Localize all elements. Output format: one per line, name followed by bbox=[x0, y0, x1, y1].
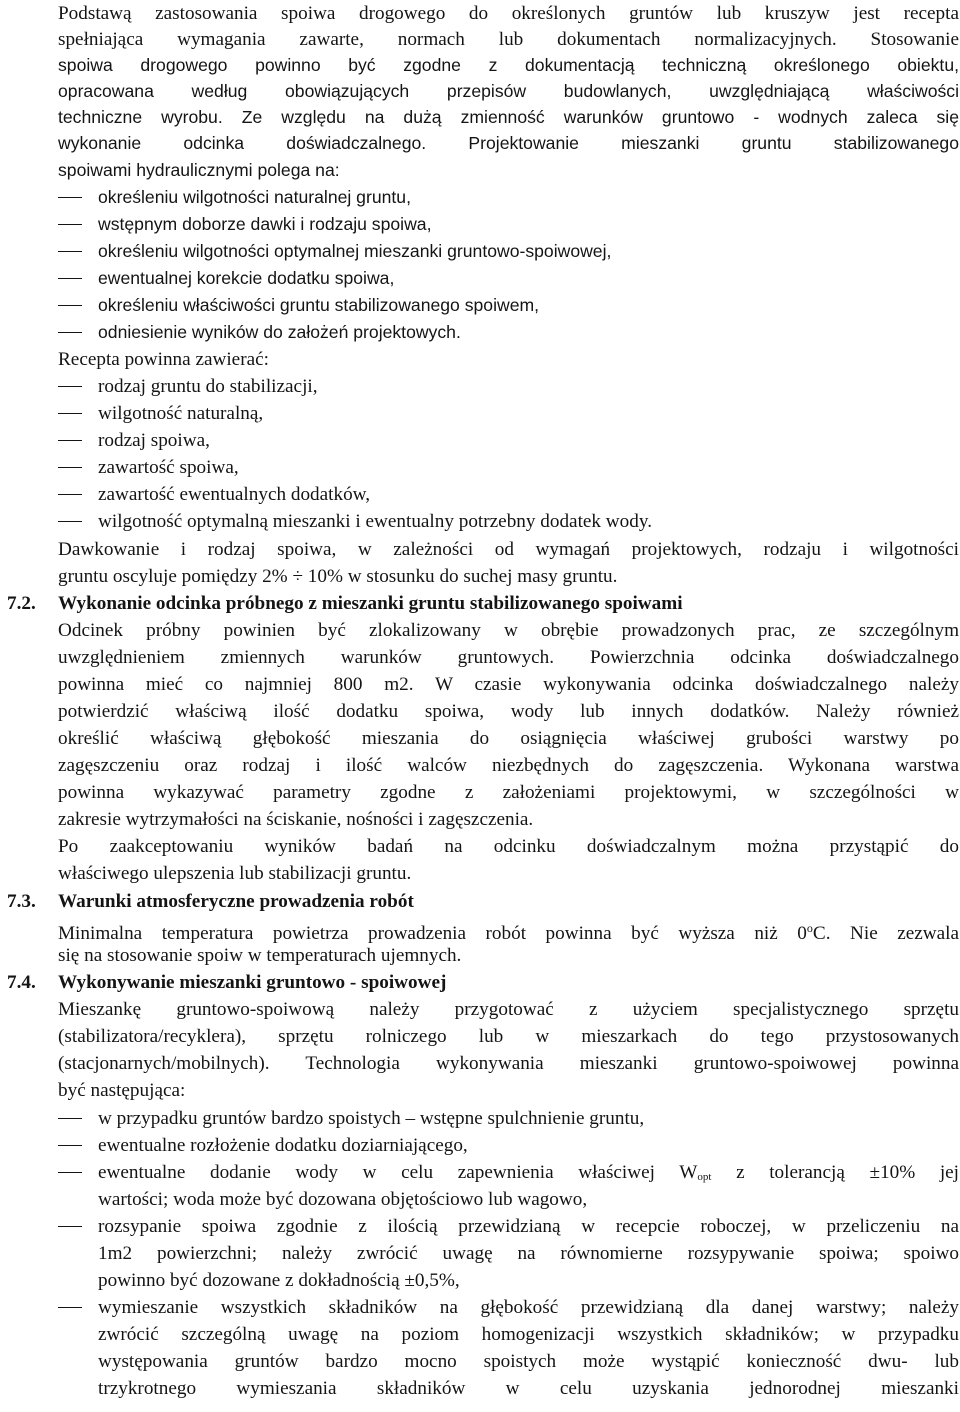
paragraph-line: zagęszczeniu oraz rodzaj i ilość walców niezbędnych do zagęszczenia. Wykonana warstwa bbox=[58, 755, 959, 776]
paragraph-line: techniczne wyrobu. Ze względu na dużą zmienność warunków gruntowo - wodnych zaleca się bbox=[58, 107, 959, 127]
paragraph-line: Odcinek próbny powinien być zlokalizowany w obrębie prowadzonych prac, ze szczególnym bbox=[58, 620, 959, 641]
paragraph-line: być następująca: bbox=[58, 1080, 186, 1101]
paragraph-line: właściwego ulepszenia lub stabilizacji gruntu. bbox=[58, 863, 412, 884]
list-item: ewentualne rozłożenie dodatku doziarniającego, bbox=[98, 1135, 468, 1156]
paragraph-line: uwzględnieniem zmiennych warunków gruntowych. Powierzchnia odcinka doświadczalnego bbox=[58, 647, 959, 668]
section-number: 7.2. bbox=[7, 593, 36, 614]
list-item-continuation: zwrócić szczególną uwagę na poziom homogenizacji wszystkich składników; w przypadku bbox=[98, 1324, 959, 1345]
paragraph-line: opracowana według obowiązujących przepisów budowlanych, uwzględniającą właściwości bbox=[58, 81, 959, 101]
section-heading: Wykonywanie mieszanki gruntowo - spoiwowej bbox=[58, 972, 447, 993]
paragraph-line: spoiwami hydraulicznymi polega na: bbox=[58, 160, 340, 180]
paragraph-line: Mieszankę gruntowo-spoiwową należy przygotować z użyciem specjalistycznego sprzętu bbox=[58, 999, 959, 1020]
list-item-continuation: wartości; woda może być dozowana objętościowo lub wagowo, bbox=[98, 1189, 588, 1210]
list-item: zawartość ewentualnych dodatków, bbox=[98, 484, 371, 505]
dash-bullet bbox=[58, 1105, 82, 1132]
dash-bullet bbox=[58, 481, 82, 508]
text-segment: ewentualne dodanie wody w celu zapewnienia właściwej W bbox=[98, 1162, 698, 1183]
list-item: wymieszanie wszystkich składników na głębokość przewidzianą dla danej warstwy; należy bbox=[98, 1297, 959, 1318]
list-item-continuation: 1m2 powierzchni; należy zwrócić uwagę na równomierne rozsypywanie spoiwa; spoiwo bbox=[98, 1243, 959, 1264]
paragraph-line: (stabilizatora/recyklera), sprzętu rolniczego lub w mieszarkach do tego przystosowanych bbox=[58, 1026, 959, 1047]
list-item-continuation: powinno być dozowane z dokładnością ±0,5%, bbox=[98, 1270, 460, 1291]
paragraph-line bbox=[58, 915, 959, 942]
dash-bullet bbox=[58, 292, 82, 319]
paragraph-line: gruntu oscyluje pomiędzy 2% ÷ 10% w stosunku do suchej masy gruntu. bbox=[58, 566, 618, 587]
paragraph-line: powinna mieć co najmniej 800 m2. W czasie wykonywania odcinka doświadczalnego należy bbox=[58, 674, 959, 695]
list-item: ewentualnej korekcie dodatku spoiwa, bbox=[98, 268, 395, 288]
list-item: odniesienie wyników do założeń projektowych. bbox=[98, 322, 461, 342]
text-segment: z tolerancją ±10% jej bbox=[711, 1162, 960, 1183]
dash-bullet bbox=[58, 1294, 82, 1321]
dash-bullet bbox=[58, 238, 82, 265]
degree-sign: o bbox=[806, 921, 813, 935]
list-item-continuation: występowania gruntów bardzo mocno spoistych może wystąpić konieczność dwu- lub bbox=[98, 1351, 959, 1372]
dash-bullet bbox=[58, 373, 82, 400]
list-item: określeniu właściwości gruntu stabilizowanego spoiwem, bbox=[98, 295, 540, 315]
recepta-intro: Recepta powinna zawierać: bbox=[58, 349, 269, 370]
dash-bullet bbox=[58, 265, 82, 292]
dash-bullet bbox=[58, 508, 82, 535]
paragraph-line: określić właściwą głębokość mieszania do osiągnięcia właściwej grubości warstwy po bbox=[58, 728, 959, 749]
paragraph-line: potwierdzić właściwą ilość dodatku spoiwa, wody lub innych dodatków. Należy również bbox=[58, 701, 959, 722]
paragraph-line: (stacjonarnych/mobilnych). Technologia wykonywania mieszanki gruntowo-spoiwowej powinna bbox=[58, 1053, 959, 1074]
list-item: wilgotność optymalną mieszanki i ewentualny potrzebny dodatek wody. bbox=[98, 511, 652, 532]
list-item: w przypadku gruntów bardzo spoistych – wstępne spulchnienie gruntu, bbox=[98, 1108, 645, 1129]
section-heading: Wykonanie odcinka próbnego z mieszanki gruntu stabilizowanego spoiwami bbox=[58, 593, 683, 614]
list-item: wilgotność naturalną, bbox=[98, 403, 264, 424]
paragraph-line: Po zaakceptowaniu wyników badań na odcinku doświadczalnym można przystąpić do bbox=[58, 836, 959, 857]
paragraph-line: spełniająca wymagania zawarte, normach lub dokumentach normalizacyjnych. Stosowanie bbox=[58, 29, 959, 50]
subscript: opt bbox=[697, 1171, 712, 1183]
section-number: 7.3. bbox=[7, 891, 36, 912]
list-item: określeniu wilgotności naturalnej gruntu, bbox=[98, 187, 411, 207]
list-item: zawartość spoiwa, bbox=[98, 457, 239, 478]
list-item: określeniu wilgotności optymalnej mieszanki gruntowo-spoiwowej, bbox=[98, 241, 612, 261]
paragraph-line: Dawkowanie i rodzaj spoiwa, w zależności od wymagań projektowych, rodzaju i wilgotności bbox=[58, 539, 959, 560]
list-item: wstępnym doborze dawki i rodzaju spoiwa, bbox=[98, 214, 432, 234]
dash-bullet bbox=[58, 319, 82, 346]
paragraph-line: zakresie wytrzymałości na ściskanie, nośności i zagęszczenia. bbox=[58, 809, 534, 830]
list-item bbox=[98, 1159, 959, 1186]
dash-bullet bbox=[58, 427, 82, 454]
paragraph-line: powinna wykazywać parametry zgodne z założeniami projektowymi, w szczególności w bbox=[58, 782, 959, 803]
dash-bullet bbox=[58, 184, 82, 211]
text-segment: Minimalna temperatura powietrza prowadzenia robót powinna być wyższa niż 0 bbox=[58, 923, 807, 944]
dash-bullet bbox=[58, 1159, 82, 1186]
list-item: rodzaj spoiwa, bbox=[98, 430, 210, 451]
list-item: rozsypanie spoiwa zgodnie z ilością przewidzianą w recepcie roboczej, w przeliczeniu na bbox=[98, 1216, 959, 1237]
dash-bullet bbox=[58, 454, 82, 481]
paragraph-line: wykonanie odcinka doświadczalnego. Projektowanie mieszanki gruntu stabilizowanego bbox=[58, 133, 959, 153]
dash-bullet bbox=[58, 400, 82, 427]
text-segment: C. Nie zezwala bbox=[812, 923, 960, 944]
dash-bullet bbox=[58, 211, 82, 238]
section-heading: Warunki atmosferyczne prowadzenia robót bbox=[58, 891, 414, 912]
list-item: rodzaj gruntu do stabilizacji, bbox=[98, 376, 318, 397]
dash-bullet bbox=[58, 1132, 82, 1159]
paragraph-line: Podstawą zastosowania spoiwa drogowego do określonych gruntów lub kruszyw jest recepta bbox=[58, 3, 959, 24]
paragraph-line: się na stosowanie spoiw w temperaturach ujemnych. bbox=[58, 945, 462, 966]
section-number: 7.4. bbox=[7, 972, 36, 993]
dash-bullet bbox=[58, 1213, 82, 1240]
list-item-continuation: trzykrotnego wymieszania składników w celu uzyskania jednorodnej mieszanki bbox=[98, 1378, 959, 1399]
paragraph-line: spoiwa drogowego powinno być zgodne z dokumentacją techniczną określonego obiektu, bbox=[58, 55, 959, 75]
